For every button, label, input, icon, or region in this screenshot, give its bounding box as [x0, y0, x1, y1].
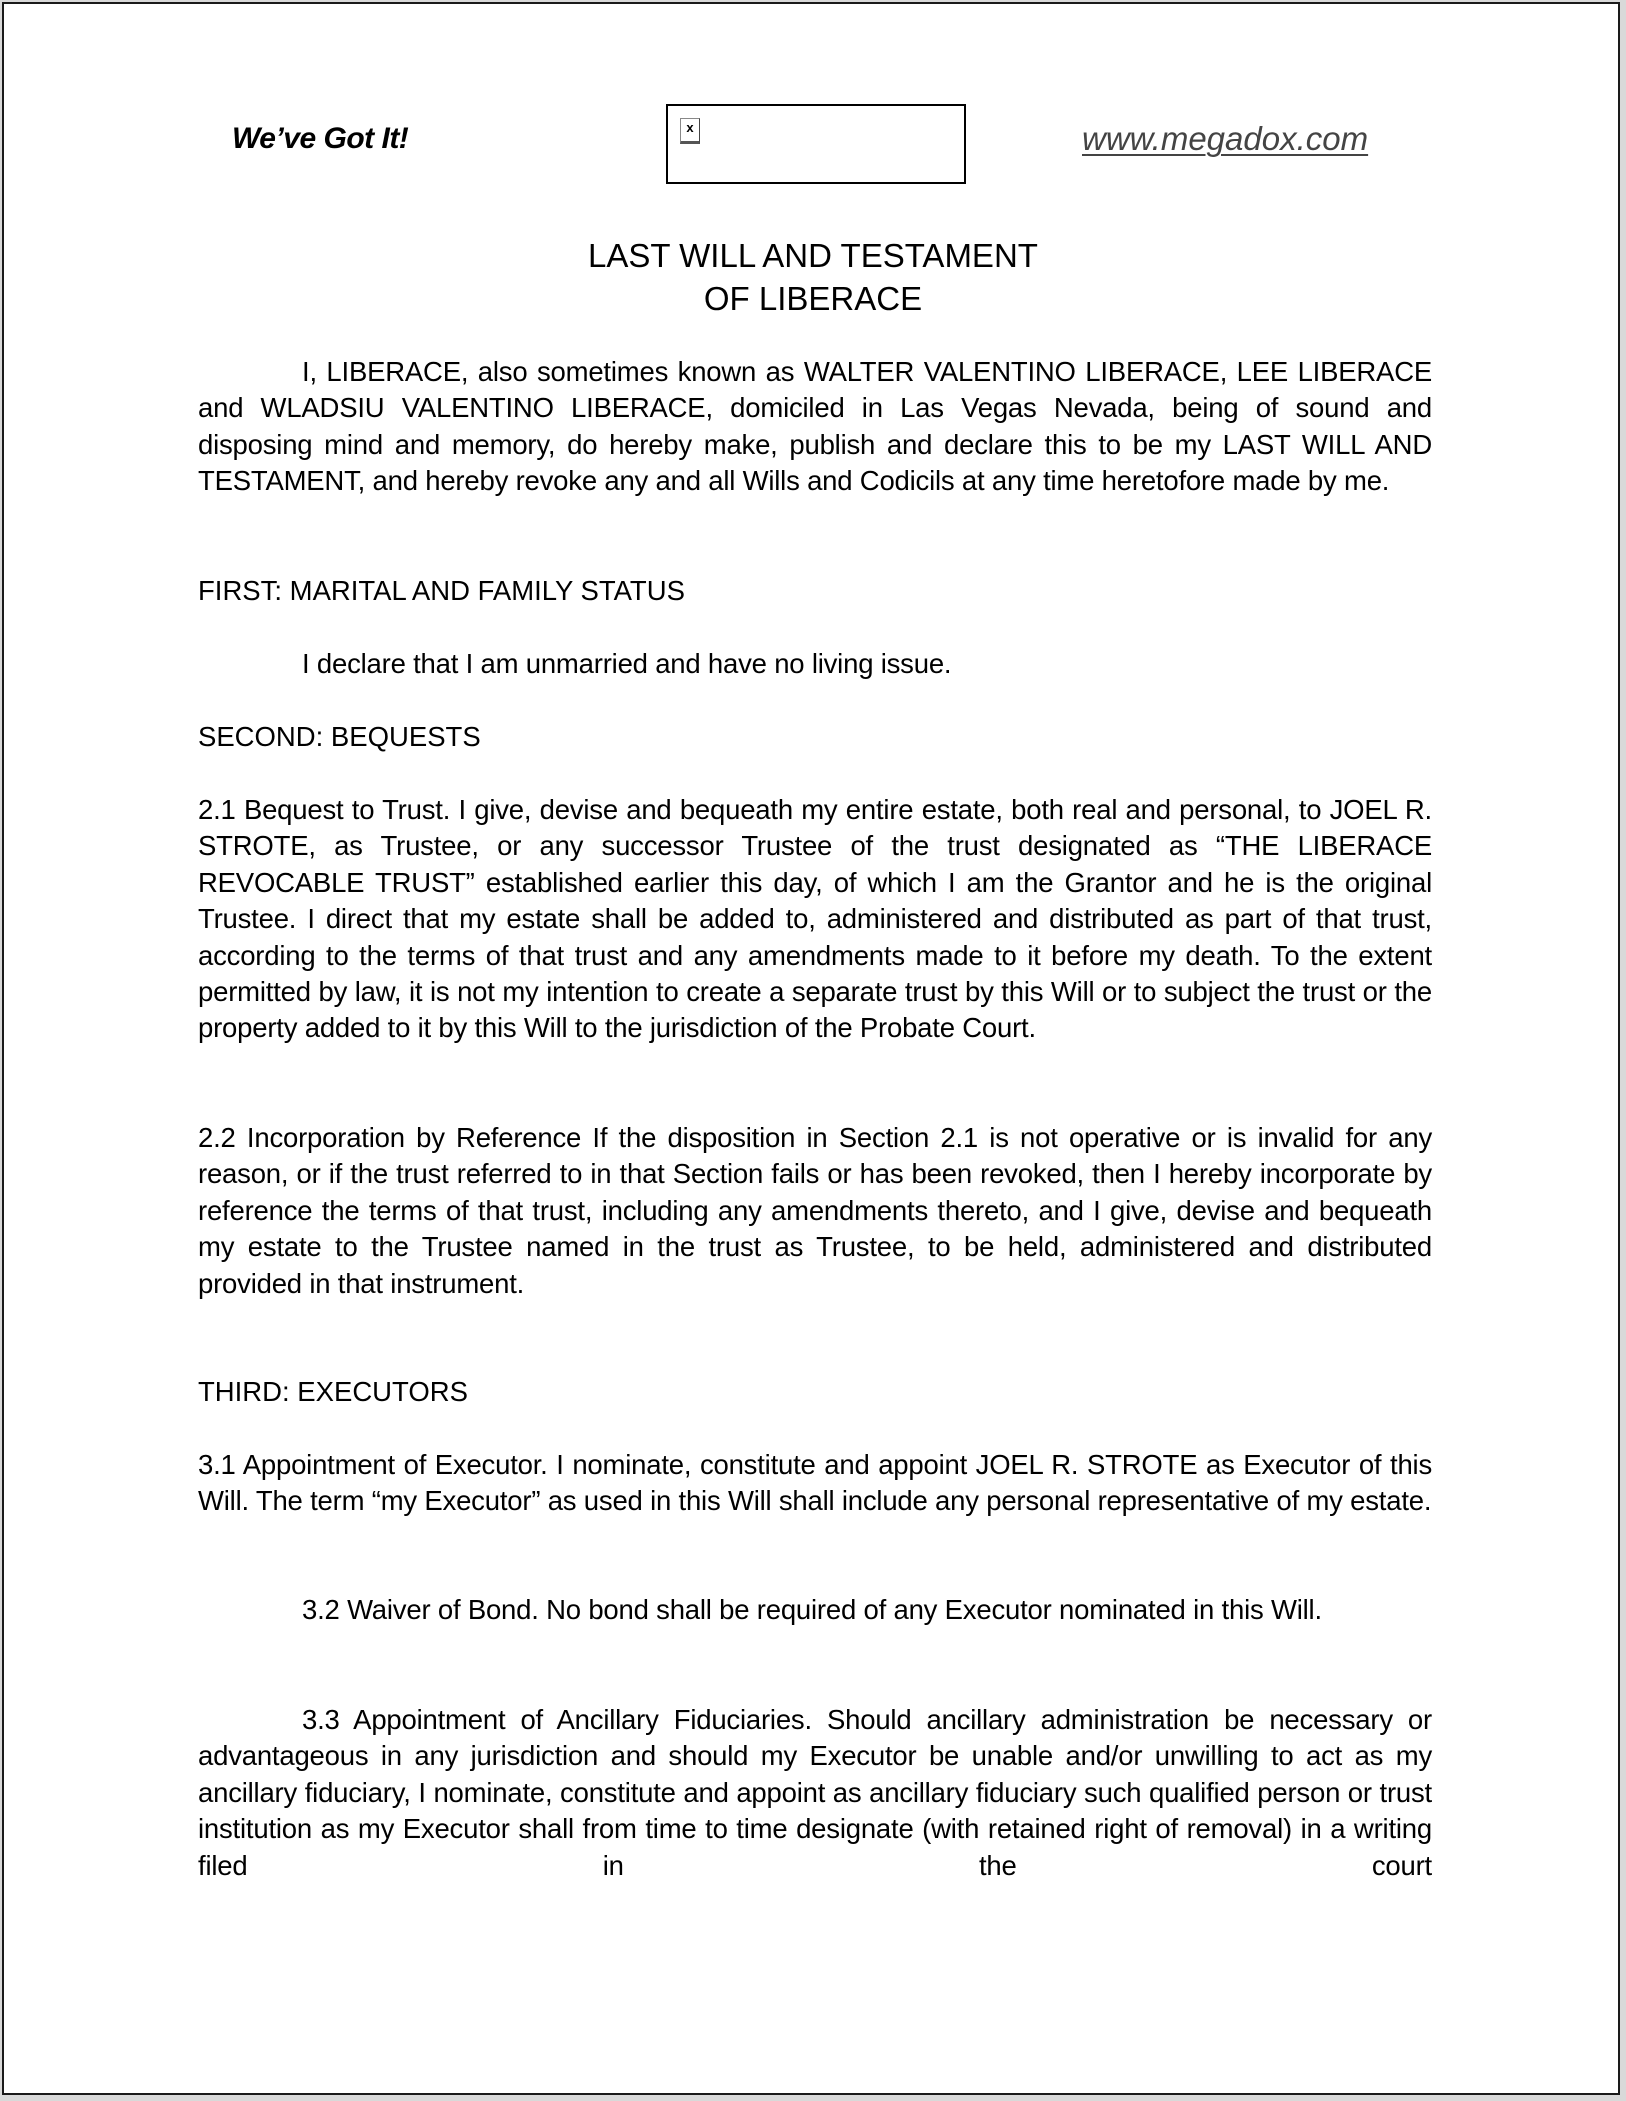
- document-title: LAST WILL AND TESTAMENT: [588, 237, 1038, 274]
- logo-image-placeholder: [666, 104, 966, 184]
- intro-paragraph: I, LIBERACE, also sometimes known as WALTER VALENTINO LIBERACE, LEE LIBERACE and WLADSIU VALENTINO LIBERACE, domiciled in Las Vegas Nevada, being of sound and disposing mind and memory, do hereby make, publish and declare this to be my LAST WILL AND TESTAMENT, and hereby revoke any and all Wills and Codicils at any time heretofore made by me.: [198, 356, 1432, 497]
- clause-3-2-paragraph: 3.2 Waiver of Bond. No bond shall be required of any Executor nominated in this Will.: [302, 1594, 1322, 1625]
- section-heading-first: FIRST: MARITAL AND FAMILY STATUS: [198, 575, 685, 606]
- clause-2-1-paragraph: 2.1 Bequest to Trust. I give, devise and bequeath my entire estate, both real and personal, to JOEL R. STROTE, as Trustee, or any successor Trustee of the trust designated as “THE LIBERACE REVOCABLE TRUST” established earlier this day, of which I am the Grantor and he is the original Trustee. I direct that my estate shall be added to, administered and distributed as part of that trust, according to the terms of that trust and any amendments made to it before my death. To the extent permitted by law, it is not my intention to create a separate trust by this Will or to subject the trust or the property added to it by this Will to the jurisdiction of the Probate Court.: [198, 794, 1432, 1044]
- section-first-paragraph: I declare that I am unmarried and have no living issue.: [302, 648, 952, 679]
- section-heading-third: THIRD: EXECUTORS: [198, 1376, 468, 1407]
- clause-2-2-paragraph: 2.2 Incorporation by Reference If the disposition in Section 2.1 is not operative or is invalid for any reason, or if the trust referred to in that Section fails or has been revoked, then I hereby incorporate by reference the terms of that trust, including any amendments thereto, and I give, devise and bequeath my estate to the Trustee named in the trust as Trustee, to be held, administered and distributed provided in that instrument.: [198, 1122, 1432, 1299]
- clause-3-3-paragraph: 3.3 Appointment of Ancillary Fiduciaries. Should ancillary administration be necessary or advantageous in any jurisdiction and should my Executor be unable and/or unwilling to act as my ancillary fiduciary, I nominate, constitute and appoint as ancillary fiduciary such qualified person or trust institution as my Executor shall from time to time designate (with retained right of removal) in a writing filed in the court: [198, 1704, 1432, 1881]
- clause-3-1-paragraph: 3.1 Appointment of Executor. I nominate, constitute and appoint JOEL R. STROTE as Executor of this Will. The term “my Executor” as used in this Will shall include any personal representative of my estate.: [198, 1449, 1432, 1517]
- document-subtitle: OF LIBERACE: [703, 280, 923, 317]
- header-tagline: We’ve Got It!: [232, 122, 409, 155]
- section-heading-second: SECOND: BEQUESTS: [198, 721, 481, 752]
- document-page: [2, 2, 1620, 2095]
- broken-image-icon: x: [680, 118, 700, 144]
- website-link[interactable]: www.megadox.com: [1082, 120, 1369, 157]
